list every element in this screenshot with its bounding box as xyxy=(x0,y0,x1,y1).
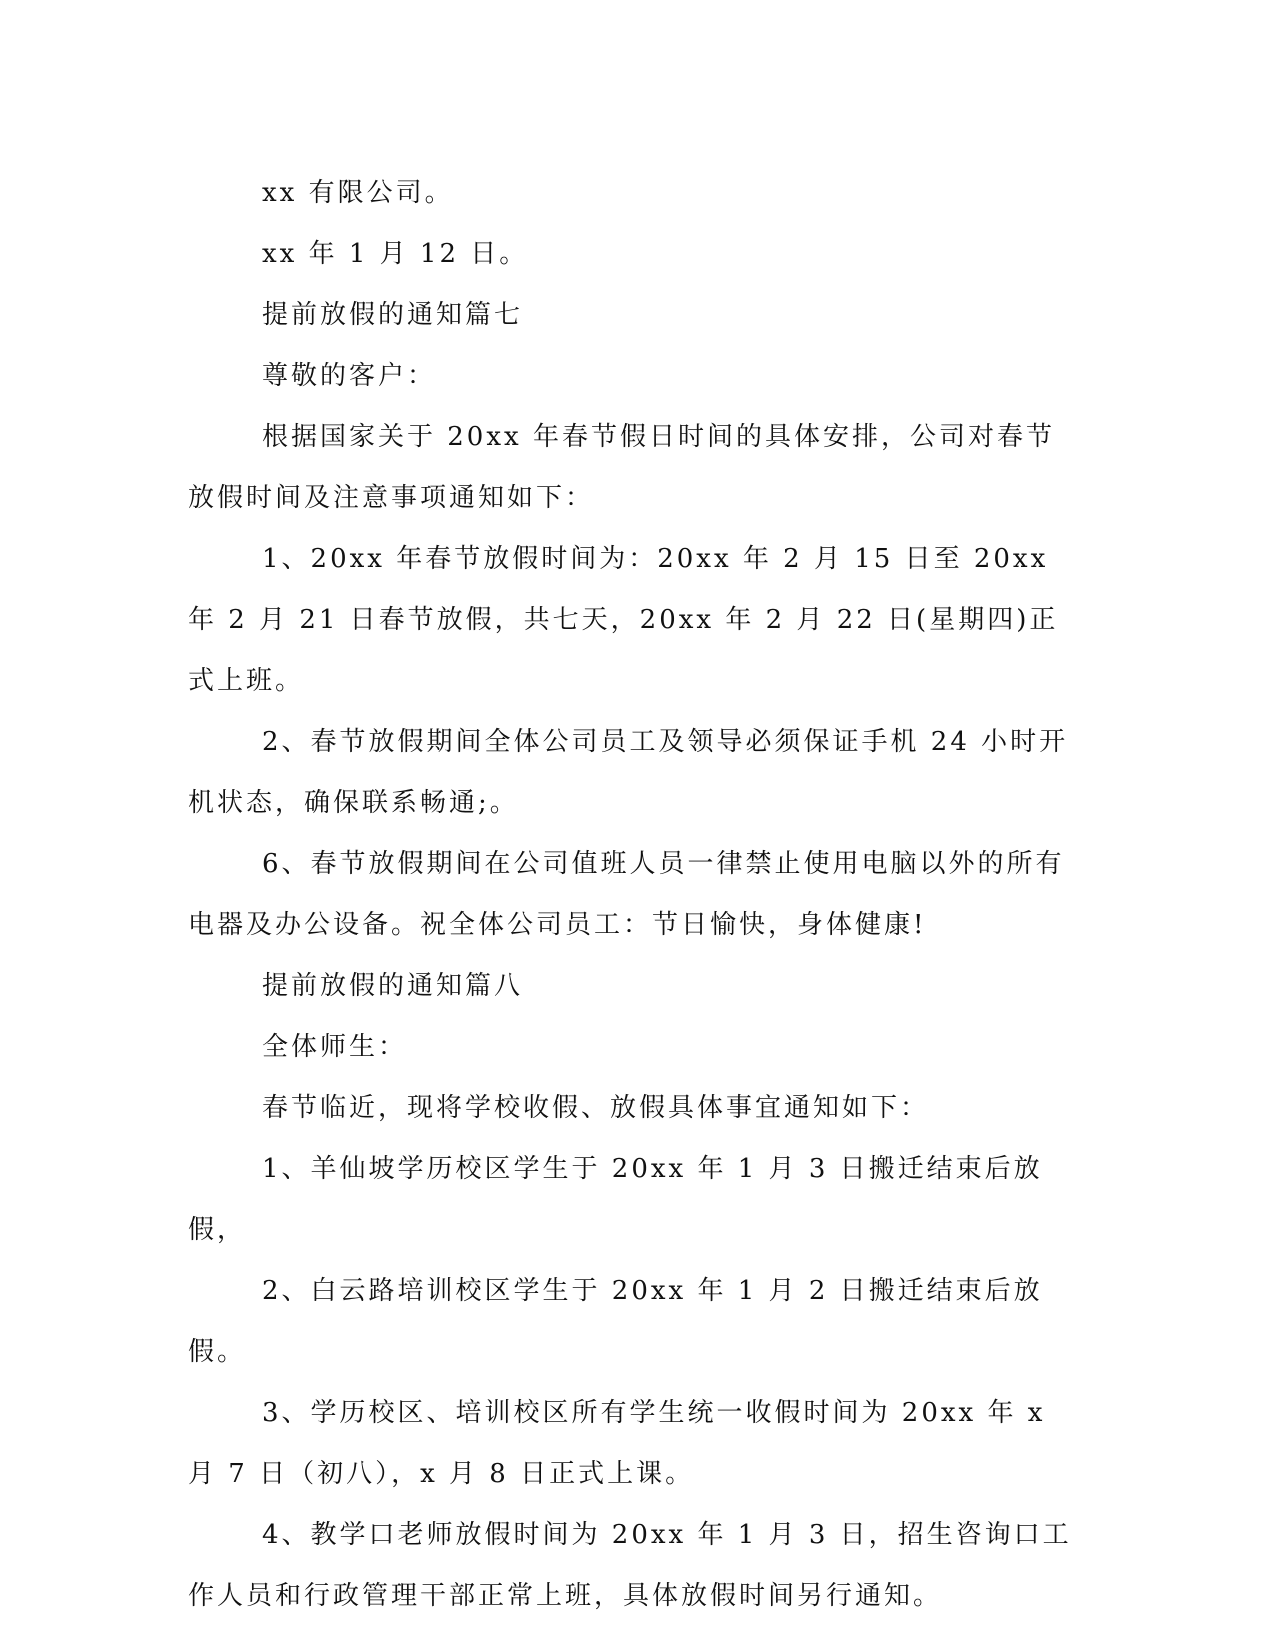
salutation-customers: 尊敬的客户： xyxy=(262,361,437,391)
intro-paragraph: 根据国家关于 20xx 年春节假日时间的具体安排，公司对春节放假时间及注意事项通知如下： xyxy=(188,422,1055,513)
company-signature: xx 有限公司。 xyxy=(262,178,454,208)
school-intro-paragraph: 春节临近，现将学校收假、放假具体事宜通知如下： xyxy=(262,1093,930,1123)
notice-item-1: 1、20xx 年春节放假时间为：20xx 年 2 月 15 日至 20xx 年 2 月 21 日春节放假，共七天，20xx 年 2 月 22 日(星期四)正式上班。 xyxy=(188,544,1059,696)
school-item-2: 2、白云路培训校区学生于 20xx 年 1 月 2 日搬迁结束后放假。 xyxy=(188,1276,1043,1367)
section-title-7: 提前放假的通知篇七 xyxy=(262,300,524,330)
school-item-1: 1、羊仙坡学历校区学生于 20xx 年 1 月 3 日搬迁结束后放假， xyxy=(188,1154,1043,1245)
section-title-8: 提前放假的通知篇八 xyxy=(262,971,524,1001)
notice-item-6: 6、春节放假期间在公司值班人员一律禁止使用电脑以外的所有电器及办公设备。祝全体公司员工：节日愉快，身体健康! xyxy=(188,849,1065,940)
notice-item-2: 2、春节放假期间全体公司员工及领导必须保证手机 24 小时开机状态，确保联系畅通;。 xyxy=(188,727,1069,818)
school-item-4: 4、教学口老师放假时间为 20xx 年 1 月 3 日，招生咨询口工作人员和行政管理干部正常上班，具体放假时间另行通知。 xyxy=(188,1520,1072,1611)
signature-date: xx 年 1 月 12 日。 xyxy=(262,239,529,269)
school-item-3: 3、学历校区、培训校区所有学生统一收假时间为 20xx 年 x 月 7 日（初八），x 月 8 日正式上课。 xyxy=(188,1398,1046,1489)
salutation-teachers-students: 全体师生： xyxy=(262,1032,408,1062)
